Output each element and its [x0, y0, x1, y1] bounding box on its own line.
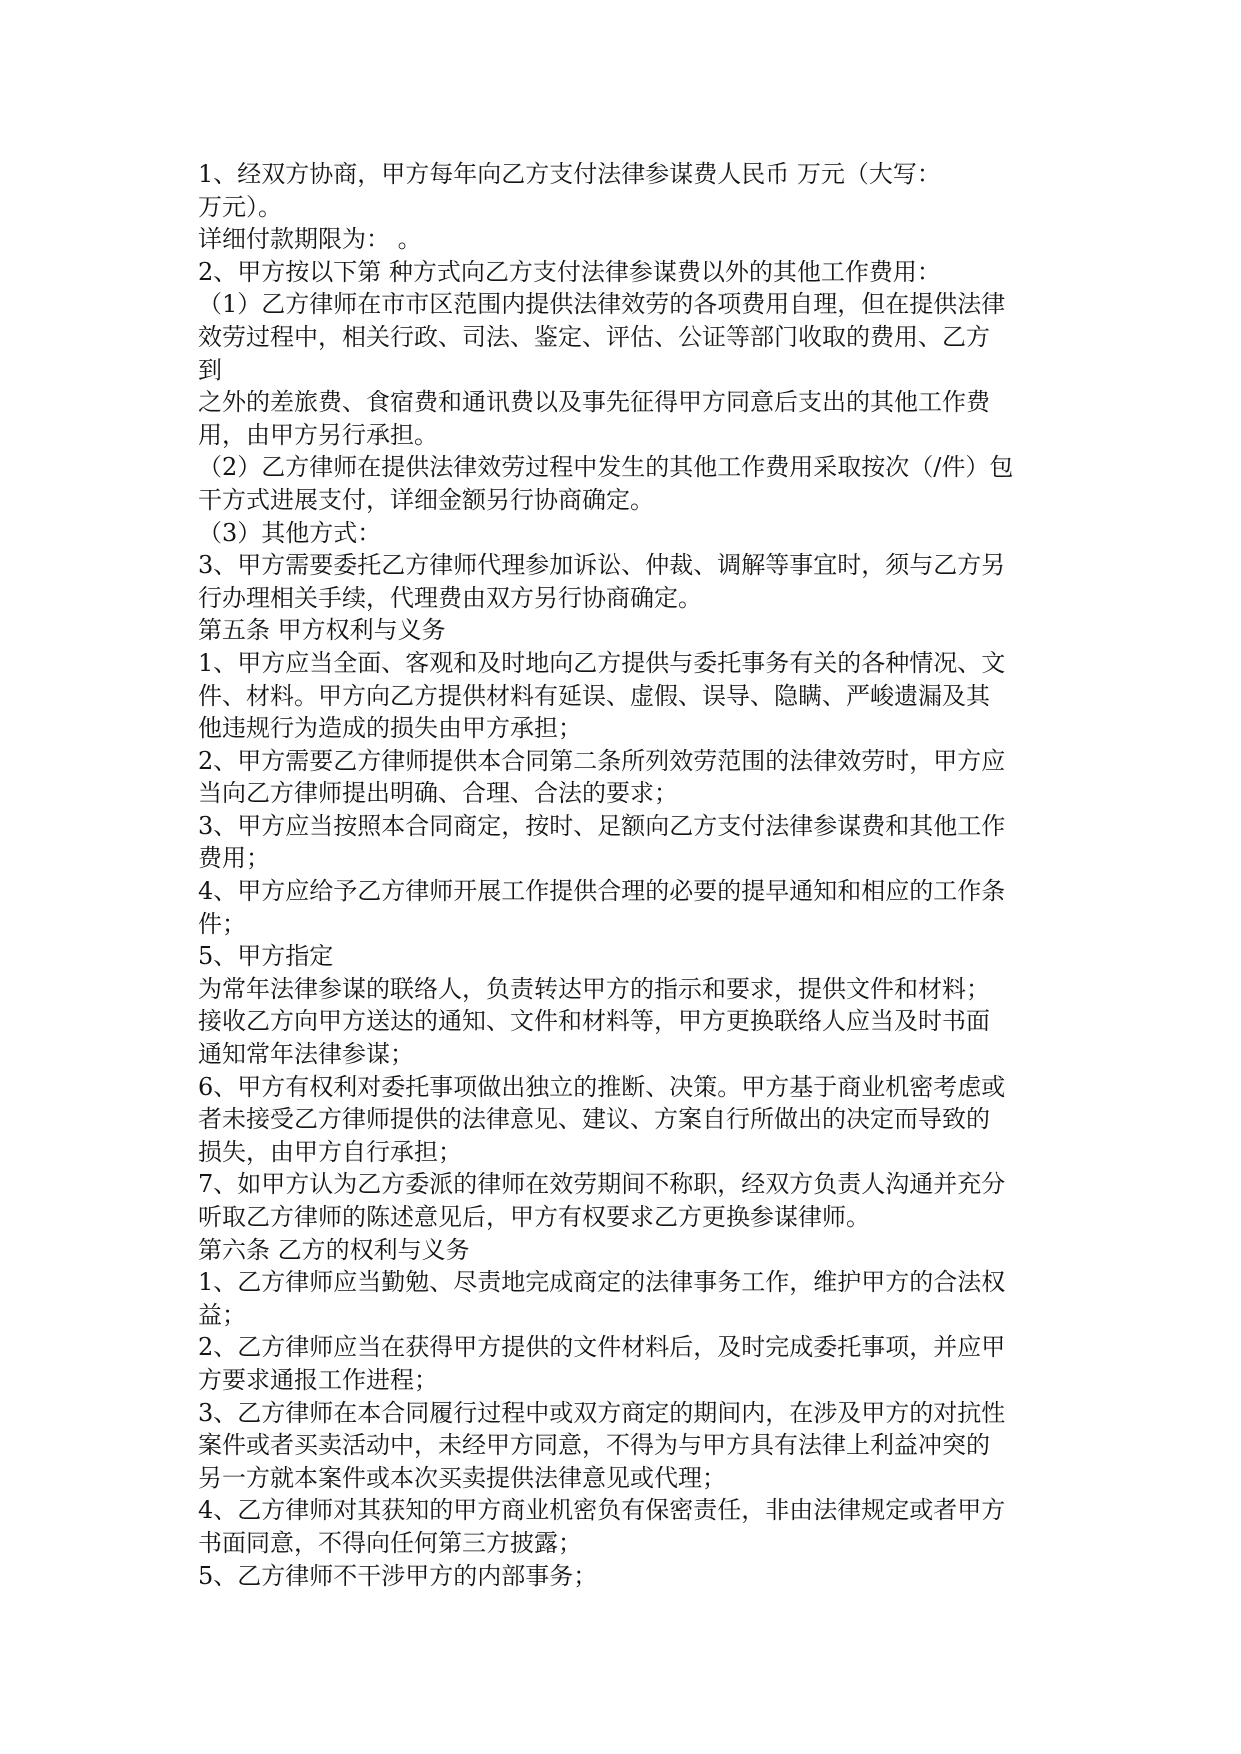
text-line: 当向乙方律师提出明确、合理、合法的要求； [198, 779, 678, 808]
text-line: 他违规行为造成的损失由甲方承担； [198, 714, 582, 743]
text-line: 详细付款期限为： 。 [198, 225, 422, 254]
text-line: 另一方就本案件或本次买卖提供法律意见或代理； [198, 1463, 726, 1492]
text-line: 行办理相关手续，代理费由双方另行协商确定。 [198, 583, 702, 612]
text-line: 4、乙方律师对其获知的甲方商业机密负有保密责任，非由法律规定或者甲方 [198, 1496, 1006, 1525]
text-line: 第五条 甲方权利与义务 [198, 616, 446, 645]
text-line: 听取乙方律师的陈述意见后，甲方有权要求乙方更换参谋律师。 [198, 1203, 870, 1231]
text-line: 3、乙方律师在本合同履行过程中或双方商定的期间内，在涉及甲方的对抗性 [198, 1398, 1006, 1427]
text-line: 损失，由甲方自行承担； [198, 1137, 462, 1166]
text-line: 5、甲方指定 [198, 942, 334, 971]
text-line: 3、甲方需要委托乙方律师代理参加诉讼、仲裁、调解等事宜时，须与乙方另 [198, 551, 1006, 580]
text-line: 4、甲方应给予乙方律师开展工作提供合理的必要的提早通知和相应的工作条 [198, 877, 1006, 906]
text-line: 6、甲方有权利对委托事项做出独立的推断、决策。甲方基于商业机密考虑或 [198, 1072, 1006, 1101]
document-body [198, 158, 1058, 1592]
text-line: 1、甲方应当全面、客观和及时地向乙方提供与委托事务有关的各种情况、文 [198, 648, 1006, 677]
text-line: 效劳过程中，相关行政、司法、鉴定、评估、公证等部门收取的费用、乙方 [198, 322, 990, 351]
text-line: 1、乙方律师应当勤勉、尽责地完成商定的法律事务工作，维护甲方的合法权 [198, 1268, 1006, 1297]
text-line: 者未接受乙方律师提供的法律意见、建议、方案自行所做出的决定而导致的 [198, 1105, 990, 1134]
text-line: 第六条 乙方的权利与义务 [198, 1235, 470, 1264]
text-line: （1）乙方律师在市市区范围内提供法律效劳的各项费用自理，但在提供法律 [198, 290, 1006, 319]
text-line: 1、经双方协商，甲方每年向乙方支付法律参谋费人民币 万元（大写： [198, 160, 941, 188]
text-line: 方要求通报工作进程； [198, 1365, 438, 1394]
text-line: 之外的差旅费、食宿费和通讯费以及事先征得甲方同意后支出的其他工作费 [198, 388, 990, 417]
text-line: 7、如甲方认为乙方委派的律师在效劳期间不称职，经双方负责人沟通并充分 [198, 1170, 1006, 1199]
text-line: 件； [198, 909, 246, 938]
text-line: 5、乙方律师不干涉甲方的内部事务； [198, 1561, 598, 1590]
text-line: （2）乙方律师在提供法律效劳过程中发生的其他工作费用采取按次（/件）包 [198, 453, 1014, 482]
text-line: 2、甲方需要乙方律师提供本合同第二条所列效劳范围的法律效劳时，甲方应 [198, 746, 1006, 775]
text-line: 案件或者买卖活动中，未经甲方同意，不得为与甲方具有法律上利益冲突的 [198, 1431, 990, 1460]
text-line: 2、乙方律师应当在获得甲方提供的文件材料后，及时完成委托事项，并应甲 [198, 1333, 1006, 1362]
text-line: 费用； [198, 844, 270, 873]
text-line: 到 [198, 355, 222, 384]
text-line: 2、甲方按以下第 种方式向乙方支付法律参谋费以外的其他工作费用： [198, 257, 941, 286]
text-line: （3）其他方式： [198, 518, 382, 547]
text-line: 益； [198, 1300, 246, 1329]
text-line: 万元）。 [198, 192, 282, 221]
text-line: 用，由甲方另行承担。 [198, 420, 438, 449]
text-line: 干方式进展支付，详细金额另行协商确定。 [198, 485, 654, 514]
text-line: 3、甲方应当按照本合同商定，按时、足额向乙方支付法律参谋费和其他工作 [198, 811, 1006, 840]
text-line: 接收乙方向甲方送达的通知、文件和材料等，甲方更换联络人应当及时书面 [198, 1007, 990, 1036]
text-line: 书面同意，不得向任何第三方披露； [198, 1528, 582, 1557]
text-line: 为常年法律参谋的联络人，负责转达甲方的指示和要求，提供文件和材料； [198, 974, 990, 1003]
text-line: 通知常年法律参谋； [198, 1040, 414, 1069]
text-line: 件、材料。甲方向乙方提供材料有延误、虚假、误导、隐瞒、严峻遗漏及其 [198, 681, 990, 710]
